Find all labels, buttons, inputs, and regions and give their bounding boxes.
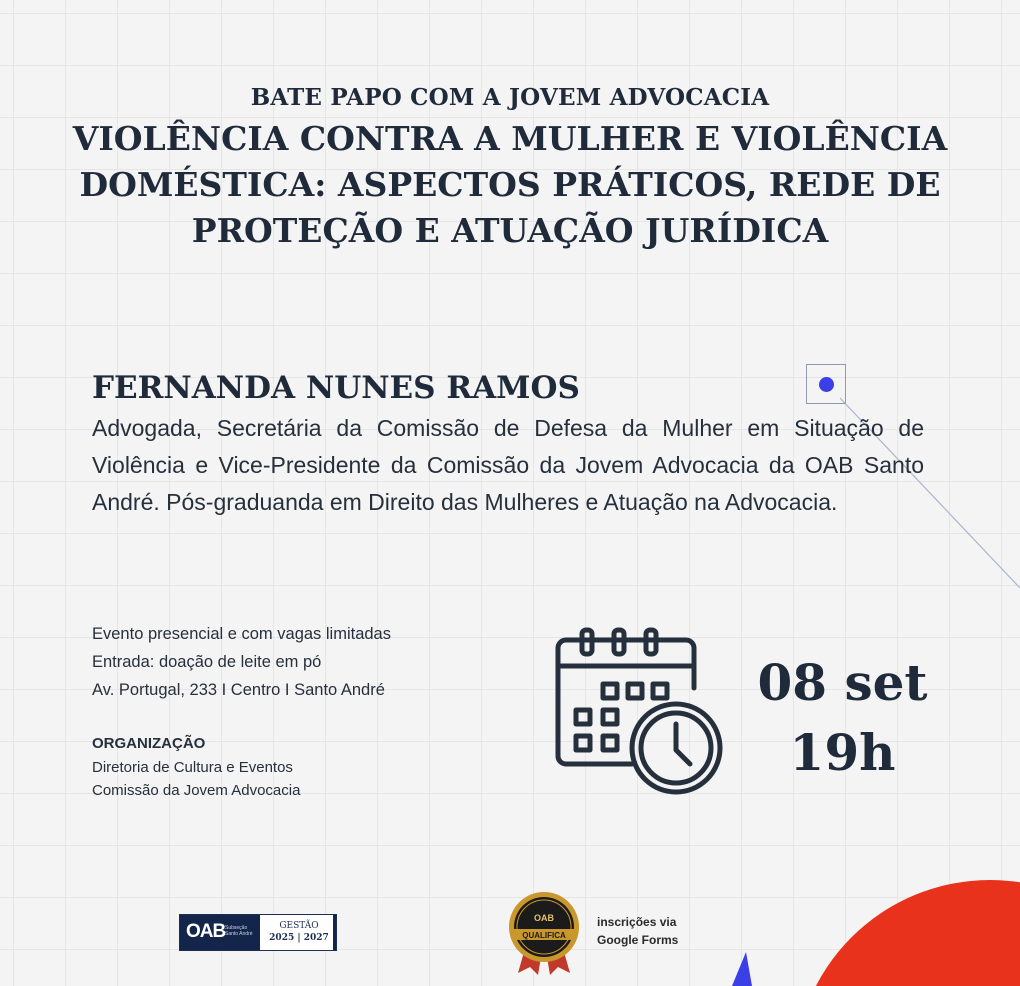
speaker-name: FERNANDA NUNES RAMOS xyxy=(92,370,580,406)
event-datetime xyxy=(750,648,935,788)
event-title xyxy=(60,116,960,254)
event-kicker: BATE PAPO COM A JOVEM ADVOCACIA xyxy=(250,84,770,111)
calendar-clock-icon xyxy=(552,626,730,798)
registration-line: Google Forms xyxy=(597,933,679,947)
organization-list xyxy=(92,756,300,802)
event-info xyxy=(92,620,391,704)
registration-line: inscrições via xyxy=(597,915,677,929)
event-time: 19h xyxy=(789,723,896,782)
gestao-label xyxy=(263,920,335,944)
info-line: Evento presencial e com vagas limitadas xyxy=(92,625,391,643)
award-seal-icon xyxy=(508,891,580,975)
speaker-bio: Advogada, Secretária da Comissão de Defesa da Mulher em Situação de Violência e Vice-Presidente da Comissão da Jovem Advocacia da OAB Santo André. Pós-graduanda em Direito das Mulheres e Atuação na Advocacia. xyxy=(92,415,924,515)
event-date: 08 set xyxy=(757,653,928,712)
badge-stripe xyxy=(333,915,336,950)
info-line: Av. Portugal, 233 I Centro I Santo André xyxy=(92,681,385,699)
corner-shapes xyxy=(720,880,1020,986)
organization-line: Diretoria de Cultura e Eventos xyxy=(92,759,293,776)
gestao-title: GESTÃO xyxy=(279,921,319,931)
organization-title: ORGANIZAÇÃO xyxy=(92,735,206,752)
oab-subsection: Subseção Santo André xyxy=(225,925,253,937)
marker-dot xyxy=(819,377,834,392)
registration-text xyxy=(597,913,678,949)
oab-logo-block xyxy=(180,915,260,950)
blue-triangle xyxy=(732,952,752,986)
marker-box xyxy=(806,364,846,404)
title-line: PROTEÇÃO E ATUAÇÃO JURÍDICA xyxy=(191,211,829,250)
title-line: DOMÉSTICA: ASPECTOS PRÁTICOS, REDE DE xyxy=(79,165,941,204)
oab-gestao-badge xyxy=(179,914,337,951)
red-circle xyxy=(794,880,1020,986)
organization-line: Comissão da Jovem Advocacia xyxy=(92,782,301,799)
gestao-years: 2025 | 2027 xyxy=(269,933,329,943)
info-line: Entrada: doação de leite em pó xyxy=(92,653,322,671)
seal-oab-text: OAB xyxy=(534,913,554,923)
seal-label: QUALIFICA xyxy=(522,931,566,940)
oab-logo: OAB xyxy=(186,921,226,942)
title-line: VIOLÊNCIA CONTRA A MULHER E VIOLÊNCIA xyxy=(72,119,948,158)
